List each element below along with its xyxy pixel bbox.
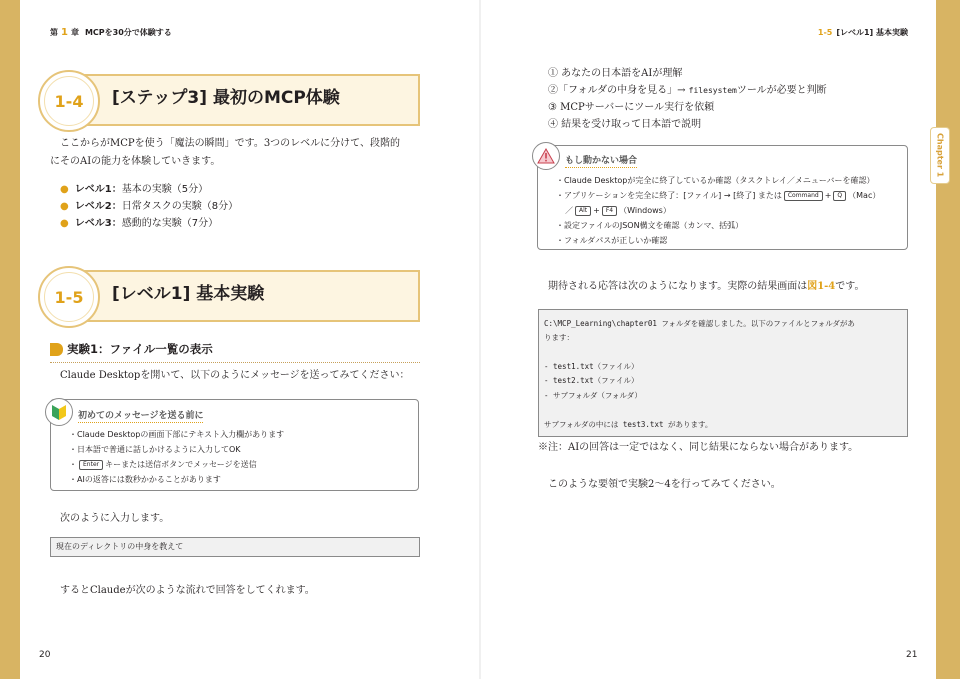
section-heading-1-5 xyxy=(38,266,420,328)
list-item: ／ Alt + F4 （Windows） xyxy=(565,206,671,215)
response-code-box xyxy=(538,309,908,437)
code-line: - test2.txt（ファイル） xyxy=(544,376,639,385)
step-list xyxy=(548,65,827,133)
page-edge-right xyxy=(936,0,960,679)
experiment-text: Claude Desktopを開いて、以下のようにメッセージを送ってみてください： xyxy=(60,370,410,381)
list-item: ● レベル3：感動的な実験（7分） xyxy=(60,218,219,229)
list-item: ① あなたの日本語をAIが理解 xyxy=(548,68,683,79)
page-edge-left xyxy=(0,0,20,679)
running-head-right xyxy=(818,27,908,38)
warning-icon xyxy=(532,142,560,170)
command-key: Command xyxy=(784,191,823,201)
list-item: ・Claude Desktopの画面下部にテキスト入力欄があります xyxy=(69,430,285,439)
closing-text: このような要領で実験2～4を行ってみてください。 xyxy=(548,479,781,490)
code-line: ります： xyxy=(544,333,574,342)
q-key: Q xyxy=(833,191,846,201)
chapter-title: MCPを30分で体験する xyxy=(84,28,172,37)
list-item: ③ MCPサーバーにツール実行を依頼 xyxy=(548,102,715,113)
heading-marker-icon xyxy=(50,343,63,356)
chapter-tab: Chapter 1 xyxy=(930,127,950,184)
list-item: ● レベル1：基本の実験（5分） xyxy=(60,184,209,195)
warning-title: もし動かない場合 xyxy=(565,153,637,168)
section-title: [レベル1] 基本実験 xyxy=(112,284,265,304)
list-item: ・ Enter キーまたは送信ボタンでメッセージを送信 xyxy=(69,460,257,469)
figure-reference: 図1-4 xyxy=(807,281,836,292)
section-number-badge: 1-5 xyxy=(38,266,100,328)
chapter-number: 1 xyxy=(61,27,68,38)
enter-key: Enter xyxy=(79,460,103,470)
section-title: [ステップ3] 最初のMCP体験 xyxy=(112,88,340,108)
note-text: ※注：AIの回答は一定ではなく、同じ結果にならない場合があります。 xyxy=(538,442,859,453)
list-item: ・Claude Desktopが完全に終了しているか確認（タスクトレイ／メニューバーを確認） xyxy=(556,176,875,185)
alt-key: Alt xyxy=(575,206,591,216)
example-input-text: 現在のディレクトリの中身を教えて xyxy=(56,542,184,551)
page-number-left: 20 xyxy=(39,650,51,660)
code-line: - サブフォルダ（フォルダ） xyxy=(544,391,642,400)
page-gutter xyxy=(479,0,481,679)
section-number-badge: 1-4 xyxy=(38,70,100,132)
tip-list xyxy=(69,427,284,487)
list-item: ・設定ファイルのJSON構文を確認（カンマ、括弧） xyxy=(556,221,744,230)
expected-text: 期待される応答は次のようになります。実際の結果画面は図1-4です。 xyxy=(548,281,865,292)
input-intro: 次のように入力します。 xyxy=(60,513,170,524)
warning-box xyxy=(537,145,908,250)
flow-text: するとClaudeが次のような流れで回答をしてくれます。 xyxy=(60,585,315,596)
code-line: C:\MCP_Learning\chapter01 フォルダを確認しました。以下のファイルとフォルダがあ xyxy=(544,319,855,328)
code-line: - test1.txt（ファイル） xyxy=(544,362,639,371)
beginner-mark-icon xyxy=(45,398,73,426)
level-list xyxy=(60,181,238,232)
tip-box xyxy=(50,399,419,491)
experiment-heading: 実験1：ファイル一覧の表示 xyxy=(50,341,420,363)
section-title: [レベル1] 基本実験 xyxy=(836,28,908,37)
tip-title: 初めてのメッセージを送る前に xyxy=(78,408,203,423)
f4-key: F4 xyxy=(602,206,617,216)
chapter-prefix: 第 xyxy=(50,28,58,37)
list-item: ②「フォルダの中身を見る」→ filesystemツールが必要と判断 xyxy=(548,85,827,96)
list-item: ・AIの返答には数秒かかることがあります xyxy=(69,475,221,484)
list-item: ・アプリケーションを完全に終了：[ファイル] → [終了] または Command + Q （Mac） xyxy=(556,191,881,200)
chapter-suffix: 章 xyxy=(70,28,79,37)
code-line: サブフォルダの中には test3.txt があります。 xyxy=(544,420,713,429)
list-item: ④ 結果を受け取って日本語で説明 xyxy=(548,119,702,130)
intro-line-1: ここからがMCPを使う「魔法の瞬間」です。3つのレベルに分けて、段階的 xyxy=(60,138,400,149)
list-item: ● レベル2：日常タスクの実験（8分） xyxy=(60,201,239,212)
page-number-right: 21 xyxy=(906,650,918,660)
list-item: ・フォルダパスが正しいか確認 xyxy=(556,236,668,245)
section-number: 1-5 xyxy=(817,28,833,37)
intro-line-2: にそのAIの能力を体験していきます。 xyxy=(50,156,221,167)
running-head-left xyxy=(50,27,172,38)
section-heading-1-4 xyxy=(38,70,420,132)
example-input-box xyxy=(50,537,420,557)
list-item: ・日本語で普通に話しかけるように入力してOK xyxy=(69,445,241,454)
warning-list xyxy=(556,173,880,248)
